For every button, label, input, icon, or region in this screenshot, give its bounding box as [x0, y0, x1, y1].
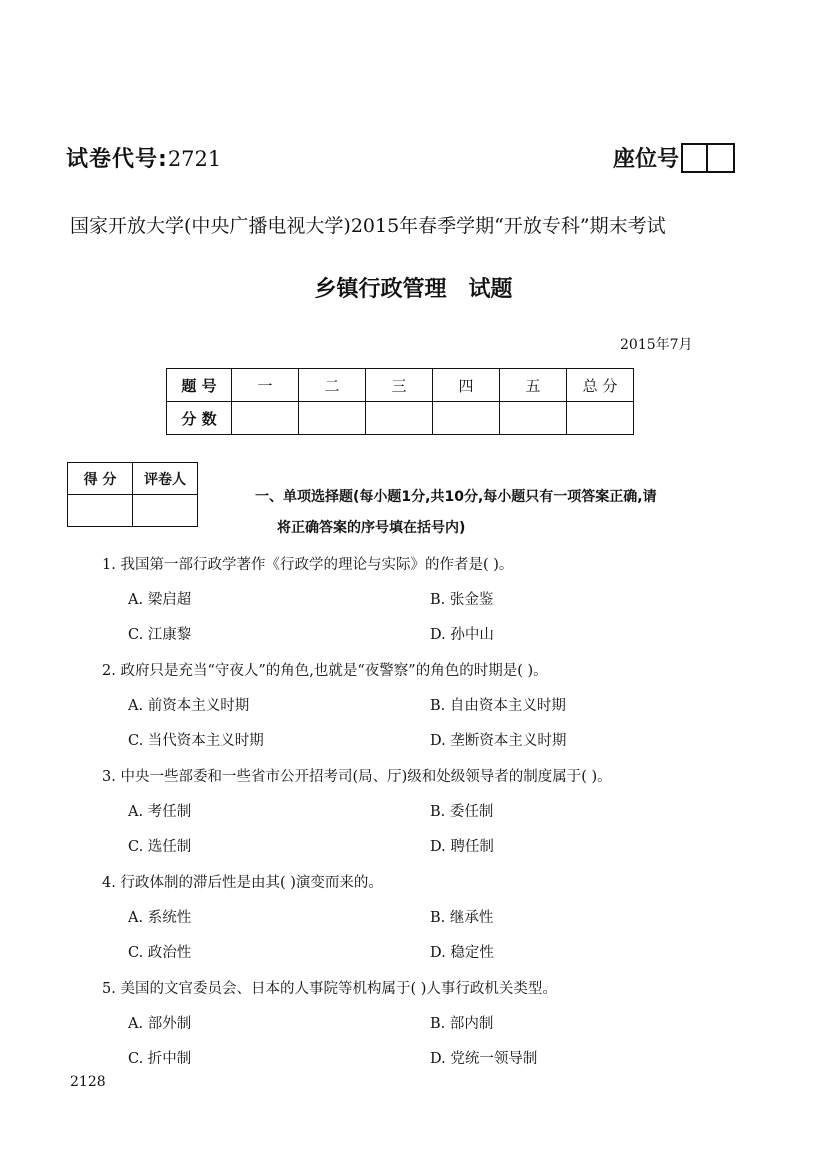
score-table-col: 四	[433, 369, 500, 402]
paper-code-label: 试卷代号:	[66, 147, 168, 172]
subject-name: 乡镇行政管理	[314, 277, 447, 302]
exam-title: 国家开放大学(中央广播电视大学)2015年春季学期“开放专科”期末考试	[70, 215, 666, 237]
paper-code-number: 2721	[167, 147, 222, 171]
option: D. 党统一领导制	[430, 1051, 538, 1067]
grader-name-cell	[133, 495, 198, 527]
score-cell	[366, 402, 433, 435]
seat-number-label: 座位号	[613, 147, 680, 172]
score-table	[166, 368, 634, 435]
score-table-row-label: 题 号	[167, 369, 232, 402]
option: C. 选任制	[128, 839, 192, 855]
option: A. 系统性	[128, 910, 192, 926]
grader-score-cell	[68, 495, 133, 527]
score-table-col: 三	[366, 369, 433, 402]
score-table-row-label: 分 数	[167, 402, 232, 435]
score-cell	[299, 402, 366, 435]
subject-suffix: 试题	[468, 277, 513, 302]
score-table-col: 二	[299, 369, 366, 402]
question-3: 3. 中央一些部委和一些省市公开招考司(局、厅)级和处级领导者的制度属于( )。	[102, 769, 612, 785]
question-4: 4. 行政体制的滞后性是由其( )演变而来的。	[102, 875, 383, 891]
score-cell	[232, 402, 299, 435]
question-2: 2. 政府只是充当“守夜人”的角色,也就是“夜警察”的角色的时期是( )。	[102, 663, 548, 679]
score-cell	[433, 402, 500, 435]
option: A. 考任制	[128, 804, 192, 820]
option: D. 聘任制	[430, 839, 494, 855]
score-table-score-row	[167, 402, 634, 435]
score-cell	[500, 402, 567, 435]
paper-code	[66, 142, 221, 173]
score-table-header-row	[167, 369, 634, 402]
page-number: 2128	[70, 1074, 106, 1090]
question-5: 5. 美国的文官委员会、日本的人事院等机构属于( )人事行政机关类型。	[102, 981, 557, 997]
option: A. 部外制	[128, 1016, 192, 1032]
section-heading: 一、单项选择题(每小题1分,共10分,每小题只有一项答案正确,请	[255, 489, 657, 505]
seat-number-box	[681, 143, 735, 173]
seat-number	[613, 142, 735, 173]
question-1: 1. 我国第一部行政学著作《行政学的理论与实际》的作者是( )。	[102, 557, 514, 573]
option: B. 自由资本主义时期	[430, 698, 566, 714]
option: A. 前资本主义时期	[128, 698, 250, 714]
score-cell	[567, 402, 634, 435]
option: D. 垄断资本主义时期	[430, 733, 567, 749]
grader-score-label: 得 分	[68, 463, 133, 495]
score-table-col: 一	[232, 369, 299, 402]
grader-name-label: 评卷人	[133, 463, 198, 495]
exam-date: 2015年7月	[620, 337, 693, 353]
option: A. 梁启超	[128, 592, 192, 608]
option: C. 江康黎	[128, 627, 192, 643]
option: D. 孙中山	[430, 627, 494, 643]
score-table-col: 总 分	[567, 369, 634, 402]
option: B. 张金鉴	[430, 592, 494, 608]
option: C. 政治性	[128, 945, 192, 961]
option: B. 部内制	[430, 1016, 494, 1032]
option: D. 稳定性	[430, 945, 494, 961]
section-heading-cont: 将正确答案的序号填在括号内)	[277, 520, 466, 536]
option: B. 继承性	[430, 910, 494, 926]
option: B. 委任制	[430, 804, 494, 820]
grader-table	[67, 462, 198, 527]
option: C. 当代资本主义时期	[128, 733, 264, 749]
score-table-col: 五	[500, 369, 567, 402]
subject-title	[0, 272, 827, 303]
option: C. 折中制	[128, 1051, 192, 1067]
